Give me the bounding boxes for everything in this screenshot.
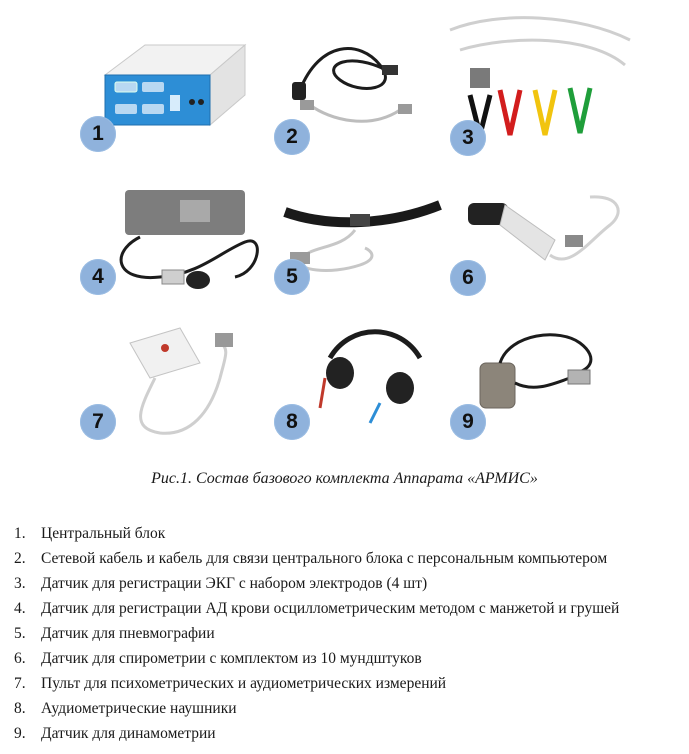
item-number-badge: 8	[274, 404, 310, 440]
figure-item-5	[270, 190, 450, 300]
item-number-badge: 9	[450, 404, 486, 440]
item-number-badge: 7	[80, 404, 116, 440]
item-number-badge: 4	[80, 259, 116, 295]
figure-item-4	[70, 182, 270, 302]
figure-item-1	[70, 20, 260, 160]
figure-item-8	[270, 318, 450, 443]
list-item: 7. Пульт для психометрических и аудиометрических измерений	[14, 675, 447, 692]
item-number-badge: 3	[450, 120, 486, 156]
figure-item-9	[440, 318, 630, 443]
figure-item-7	[70, 318, 270, 443]
figure-item-3	[440, 10, 640, 165]
list-item: 3. Датчик для регистрации ЭКГ с набором электродов (4 шт)	[14, 575, 428, 592]
list-item: 2. Сетевой кабель и кабель для связи центрального блока с персональным компьютером	[14, 550, 608, 567]
figure-item-6	[450, 185, 630, 300]
components-list	[14, 525, 619, 750]
item-number-badge: 2	[274, 119, 310, 155]
list-item: 4. Датчик для регистрации АД крови осциллометрическим методом с манжетой и грушей	[14, 600, 620, 617]
figure-caption: Рис.1. Состав базового комплекта Аппарата «АРМИС»	[151, 470, 538, 487]
list-item: 1. Центральный блок	[14, 525, 166, 542]
list-item: 5. Датчик для пневмографии	[14, 625, 215, 642]
figure-item-2	[270, 20, 440, 160]
item-number-badge: 6	[450, 260, 486, 296]
item-number-badge: 5	[274, 259, 310, 295]
item-number-badge: 1	[80, 116, 116, 152]
list-item: 8. Аудиометрические наушники	[14, 700, 237, 717]
list-item: 6. Датчик для спирометрии с комплектом из 10 мундштуков	[14, 650, 422, 667]
list-item: 9. Датчик для динамометрии	[14, 725, 216, 742]
